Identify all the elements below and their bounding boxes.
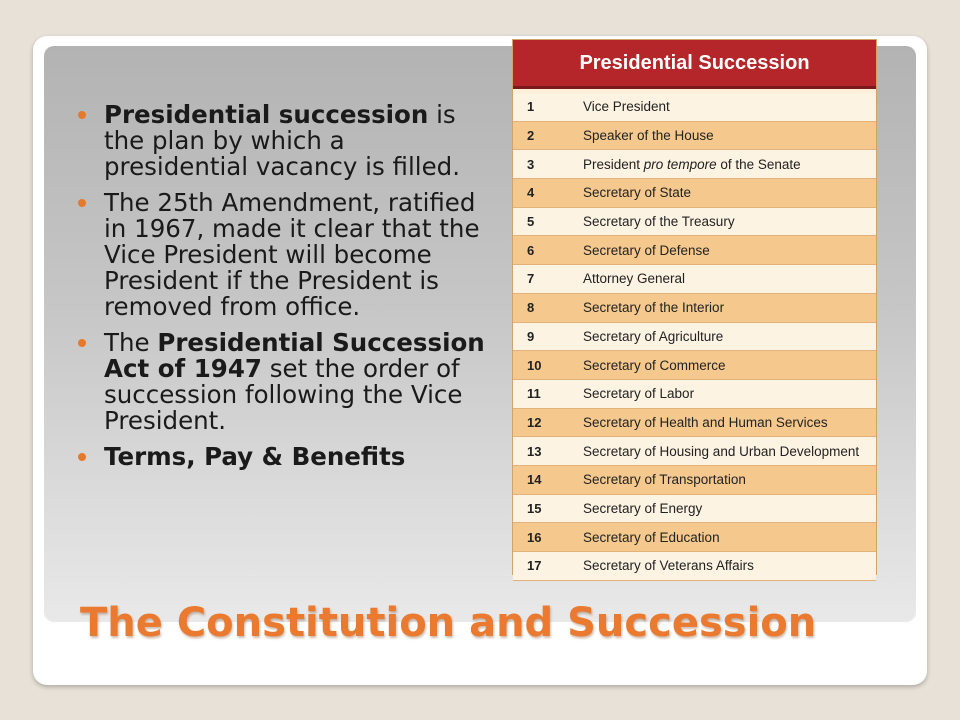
succession-table [512, 39, 877, 575]
row-office: Secretary of the Treasury [583, 214, 735, 230]
row-number: 6 [527, 242, 535, 258]
row-number: 9 [527, 328, 535, 344]
table-row [513, 265, 876, 294]
table-row [513, 179, 876, 208]
bullet-item [76, 102, 486, 180]
row-office: Secretary of Housing and Urban Development [583, 443, 860, 459]
bullet-text: set the order of succession following the Vice President. [104, 354, 463, 435]
row-number: 10 [527, 357, 542, 373]
row-office: Secretary of Veterans Affairs [583, 558, 754, 574]
row-number: 1 [527, 99, 535, 115]
row-office: Secretary of State [583, 185, 692, 201]
row-office: Secretary of Agriculture [583, 328, 724, 344]
table-row [513, 552, 876, 581]
table-row [513, 466, 876, 495]
table-row [513, 351, 876, 380]
row-number: 16 [527, 529, 542, 545]
row-number: 7 [527, 271, 535, 287]
row-number: 13 [527, 443, 542, 459]
bullet-dot-icon [78, 339, 86, 347]
table-row [513, 380, 876, 409]
table-row [513, 150, 876, 179]
bullet-dot-icon [78, 199, 86, 207]
row-office: Secretary of Energy [583, 500, 703, 516]
row-office: Attorney General [583, 271, 686, 287]
bullet-bold: Terms, Pay & Benefits [104, 442, 406, 471]
row-number: 2 [527, 128, 535, 144]
row-number: 12 [527, 414, 542, 430]
bullet-text: is the plan by which a presidential vacancy is filled. [104, 100, 461, 181]
office-text: President [583, 156, 644, 172]
slide-title: The Constitution and Succession [80, 600, 817, 646]
table-row [513, 495, 876, 524]
table-row [513, 236, 876, 265]
office-italic: pro tempore [643, 156, 717, 172]
bullet-text: The 25th Amendment, ratified in 1967, made it clear that the Vice President will become President if the President is removed from office. [104, 188, 480, 321]
row-office: Secretary of Defense [583, 242, 710, 258]
row-number: 14 [527, 472, 542, 488]
table-header: Presidential Succession [513, 40, 876, 89]
row-number: 5 [527, 214, 535, 230]
table-row [513, 437, 876, 466]
row-office [557, 157, 801, 172]
bullet-text: The [104, 328, 158, 357]
bullet-bold: Presidential Succession Act of 1947 [104, 328, 485, 383]
bullet-dot-icon [78, 111, 86, 119]
row-number: 4 [527, 185, 535, 201]
row-number: 3 [527, 156, 535, 172]
table-row [513, 323, 876, 352]
row-office: Secretary of the Interior [583, 300, 725, 316]
row-office: Secretary of Education [583, 529, 720, 545]
row-office: Speaker of the House [583, 128, 714, 144]
office-text: of the Senate [716, 156, 801, 172]
bullet-dot-icon [78, 453, 86, 461]
table-row [513, 409, 876, 438]
table-row [513, 122, 876, 151]
row-office: Secretary of Transportation [583, 472, 746, 488]
row-office: Vice President [583, 99, 670, 115]
table-row [513, 93, 876, 122]
bullet-list [76, 102, 486, 480]
row-office: Secretary of Commerce [583, 357, 726, 373]
table-row [513, 523, 876, 552]
bullet-bold: Presidential succession [104, 100, 429, 129]
bullet-item [76, 444, 486, 470]
row-number: 15 [527, 500, 542, 516]
bullet-item [76, 330, 486, 434]
row-number: 11 [527, 386, 541, 402]
row-number: 8 [527, 300, 535, 316]
bullet-item [76, 190, 486, 320]
row-office: Secretary of Labor [583, 386, 695, 402]
row-office: Secretary of Health and Human Services [583, 414, 828, 430]
table-row [513, 294, 876, 323]
row-number: 17 [527, 558, 542, 574]
table-row [513, 208, 876, 237]
table-rows [513, 93, 876, 581]
